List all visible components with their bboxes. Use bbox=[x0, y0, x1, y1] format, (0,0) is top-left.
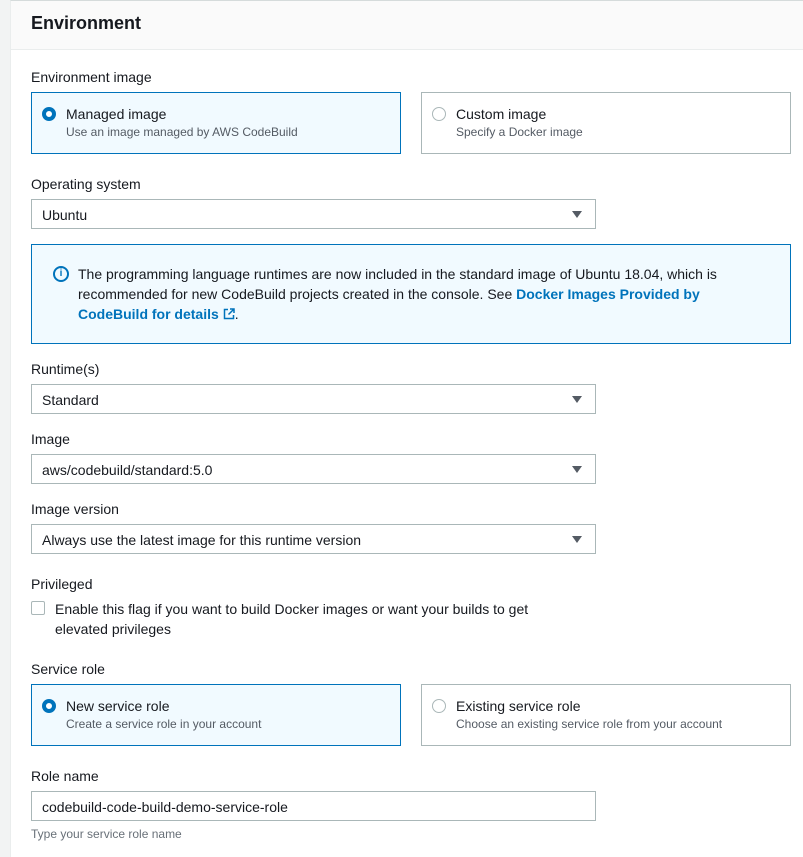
select-value: Always use the latest image for this runtime version bbox=[42, 532, 362, 548]
managed-image-radio[interactable] bbox=[42, 107, 56, 121]
caret-down-icon bbox=[572, 466, 582, 473]
tile-description: Use an image managed by AWS CodeBuild bbox=[66, 125, 298, 139]
link-text: Docker Images Provided by CodeBuild for details bbox=[78, 286, 700, 322]
select-value: Ubuntu bbox=[42, 207, 88, 223]
caret-down-icon bbox=[572, 536, 582, 543]
tile-description: Choose an existing service role from your account bbox=[456, 717, 723, 731]
role-name-label: Role name bbox=[31, 768, 99, 784]
managed-image-tile[interactable] bbox=[31, 92, 401, 154]
tile-title: Existing service role bbox=[456, 698, 581, 714]
privileged-checkbox-label[interactable]: Enable this flag if you want to build Docker images or want your builds to get elevated privileges bbox=[55, 601, 529, 637]
image-version-label: Image version bbox=[31, 501, 119, 517]
select-value: Standard bbox=[42, 392, 99, 408]
new-service-role-tile[interactable] bbox=[31, 684, 401, 746]
operating-system-label: Operating system bbox=[31, 176, 141, 192]
custom-image-tile[interactable] bbox=[421, 92, 791, 154]
custom-image-radio[interactable] bbox=[432, 107, 446, 121]
caret-down-icon bbox=[572, 396, 582, 403]
image-select[interactable] bbox=[31, 454, 596, 484]
environment-panel bbox=[10, 0, 803, 857]
select-value: aws/codebuild/standard:5.0 bbox=[42, 462, 213, 478]
panel-header bbox=[11, 1, 803, 50]
section-title: Environment bbox=[31, 13, 142, 33]
info-alert bbox=[31, 244, 791, 344]
privileged-checkbox[interactable] bbox=[31, 601, 45, 615]
image-label: Image bbox=[31, 431, 70, 447]
existing-service-role-radio[interactable] bbox=[432, 699, 446, 713]
runtime-label: Runtime(s) bbox=[31, 361, 100, 377]
existing-service-role-tile[interactable] bbox=[421, 684, 791, 746]
tile-title: Custom image bbox=[456, 106, 547, 122]
image-version-select[interactable] bbox=[31, 524, 596, 554]
role-name-input[interactable] bbox=[31, 791, 596, 821]
tile-title: New service role bbox=[66, 698, 170, 714]
info-icon: i bbox=[53, 266, 69, 282]
info-text-after: . bbox=[234, 306, 239, 322]
input-value: codebuild-code-build-demo-service-role bbox=[42, 799, 288, 815]
info-text-before: The programming language runtimes are now included in the standard image of Ubuntu 18.04, which is recommended for new CodeBuild projects created in the console. See bbox=[78, 266, 717, 302]
role-name-hint: Type your service role name bbox=[31, 827, 182, 841]
new-service-role-radio[interactable] bbox=[42, 699, 56, 713]
external-link-icon bbox=[223, 305, 235, 317]
privileged-label: Privileged bbox=[31, 576, 93, 592]
environment-image-label: Environment image bbox=[31, 69, 152, 85]
runtime-select[interactable] bbox=[31, 384, 596, 414]
tile-description: Specify a Docker image bbox=[456, 125, 583, 139]
service-role-label: Service role bbox=[31, 661, 105, 677]
tile-title: Managed image bbox=[66, 106, 167, 122]
operating-system-select[interactable] bbox=[31, 199, 596, 229]
info-text bbox=[78, 264, 770, 324]
caret-down-icon bbox=[572, 211, 582, 218]
tile-description: Create a service role in your account bbox=[66, 717, 262, 731]
